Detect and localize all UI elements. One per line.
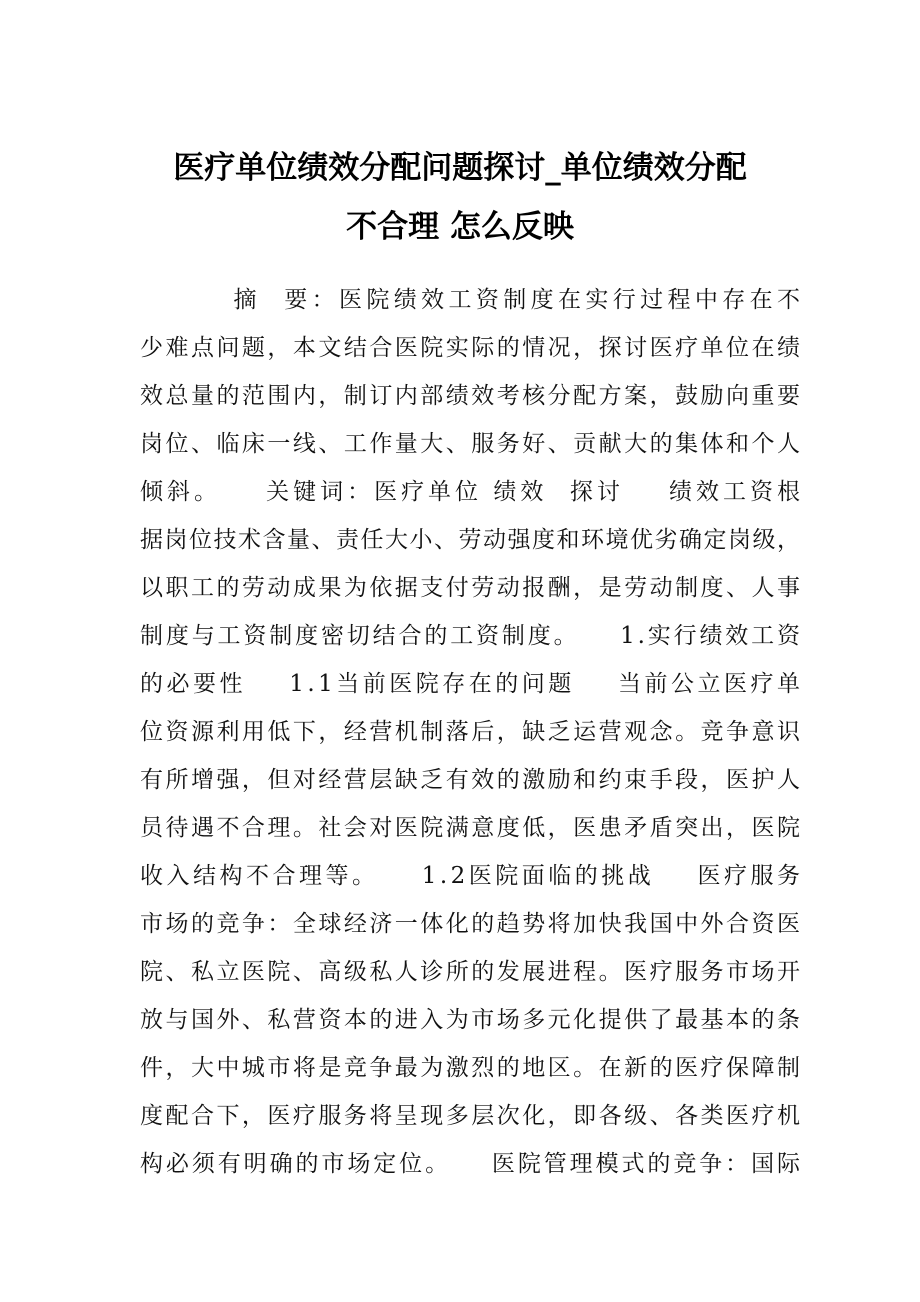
- body-line: 院、私立医院、高级私人诊所的发展进程。医疗服务市场开: [140, 959, 803, 985]
- body-line: 员待遇不合理。社会对医院满意度低，医患矛盾突出，医院: [140, 815, 803, 841]
- body-line: 效总量的范围内，制订内部绩效考核分配方案，鼓励向重要: [140, 383, 803, 409]
- body-line: 收入结构不合理等。 1.2医院面临的挑战 医疗服务: [140, 863, 804, 889]
- body-line: 的必要性 1.1当前医院存在的问题 当前公立医疗单: [140, 671, 804, 697]
- body-line: 放与国外、私营资本的进入为市场多元化提供了最基本的条: [140, 1007, 803, 1033]
- body-line: 岗位、临床一线、工作量大、服务好、贡献大的集体和个人: [140, 431, 803, 457]
- body-line: 构必须有明确的市场定位。 医院管理模式的竞争：国际: [140, 1151, 803, 1177]
- body-line: 制度与工资制度密切结合的工资制度。 1.实行绩效工资: [140, 623, 803, 649]
- body-line: 倾斜。 关键词：医疗单位 绩效 探讨 绩效工资根: [140, 479, 804, 505]
- body-line: 有所增强，但对经营层缺乏有效的激励和约束手段，医护人: [140, 767, 803, 793]
- body-line: 摘 要：医院绩效工资制度在实行过程中存在不: [140, 287, 805, 313]
- body-line: 度配合下，医疗服务将呈现多层次化，即各级、各类医疗机: [140, 1103, 803, 1129]
- body-line: 少难点问题，本文结合医院实际的情况，探讨医疗单位在绩: [140, 335, 803, 361]
- document-title-line-2: 不合理 怎么反映: [346, 209, 574, 245]
- body-line: 位资源利用低下，经营机制落后，缺乏运营观念。竞争意识: [140, 719, 803, 745]
- document-title-line-1: 医疗单位绩效分配问题探讨_单位绩效分配: [173, 150, 747, 186]
- body-line: 件，大中城市将是竞争最为激烈的地区。在新的医疗保障制: [140, 1055, 803, 1081]
- document-body: [140, 276, 805, 1188]
- body-line: 以职工的劳动成果为依据支付劳动报酬，是劳动制度、人事: [140, 575, 803, 601]
- body-line: 市场的竞争：全球经济一体化的趋势将加快我国中外合资医: [140, 911, 803, 937]
- body-line: 据岗位技术含量、责任大小、劳动强度和环境优劣确定岗级，: [140, 527, 802, 553]
